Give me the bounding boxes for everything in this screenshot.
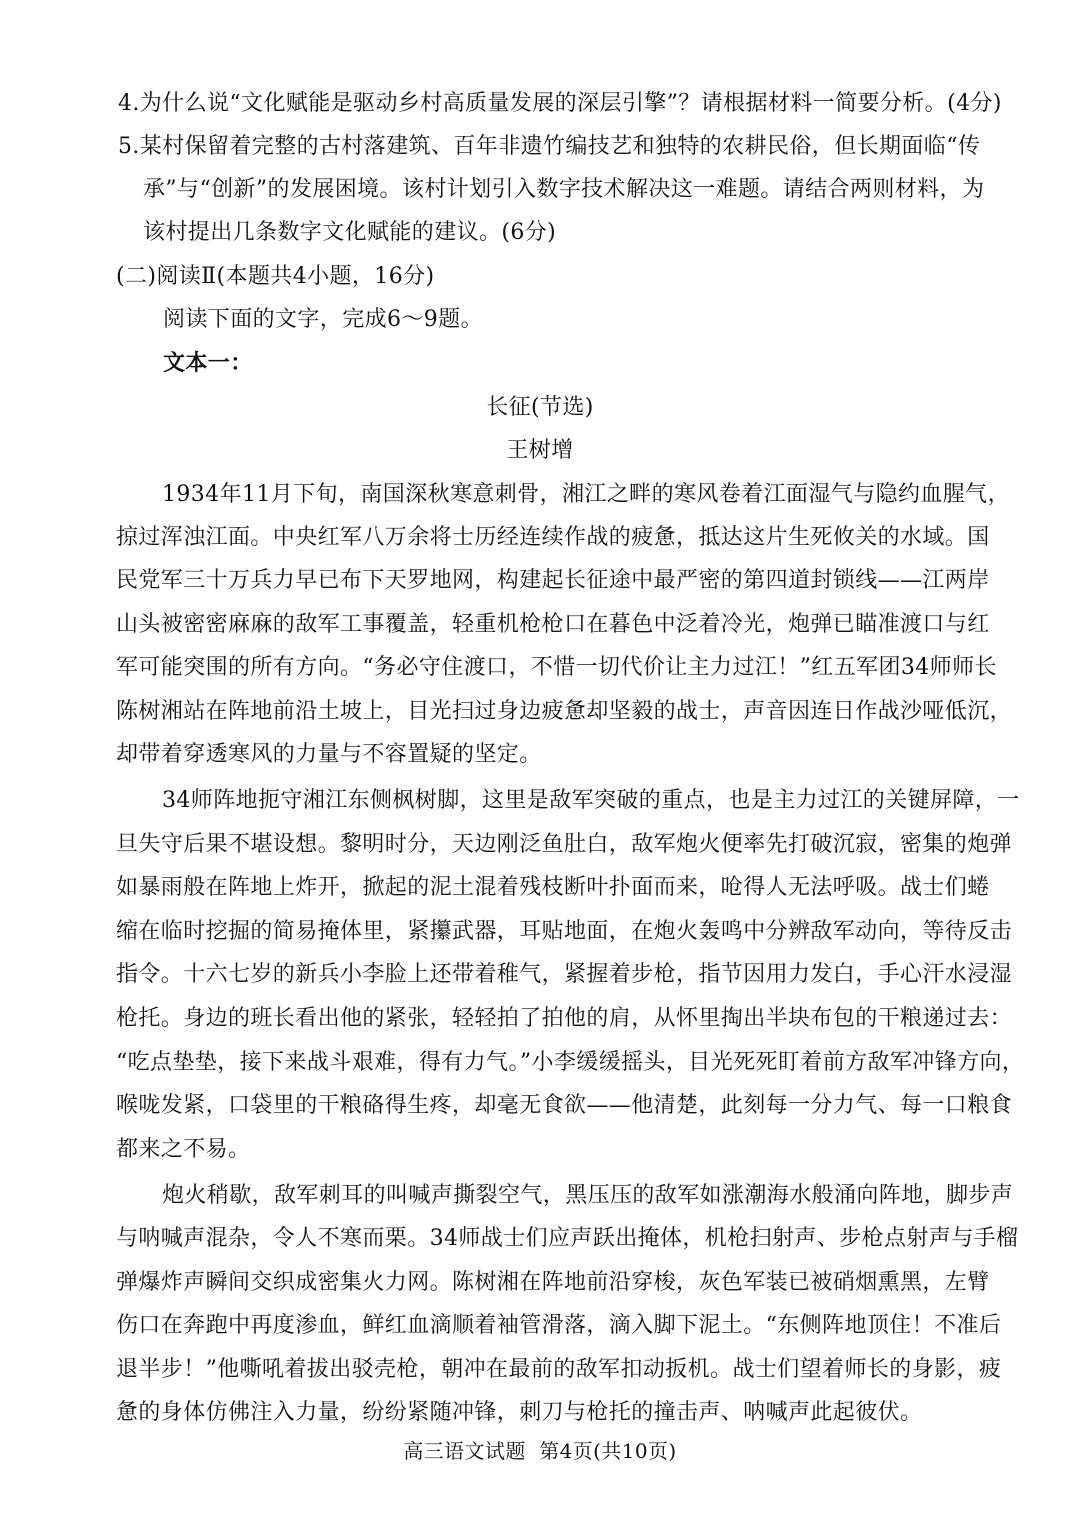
paragraph-2-line-6: 枪托。身边的班长看出他的紧张，轻轻拍了拍他的肩，从怀里掏出半块布包的干粮递过去： bbox=[116, 1006, 1013, 1031]
section-heading: (二)阅读Ⅱ(本题共4小题，16分) bbox=[116, 264, 435, 289]
paragraph-2-line-2: 旦失守后果不堪设想。黎明时分，天边刚泛鱼肚白，敌军炮火便率先打破沉寂，密集的炮弹 bbox=[116, 832, 1013, 857]
paragraph-3-line-5: 退半步！”他嘶吼着拔出驳壳枪，朝冲在最前的敌军扣动扳机。战士们望着师长的身影，疲 bbox=[116, 1357, 1002, 1382]
paragraph-1-line-5: 军可能突围的所有方向。“务必守住渡口，不惜一切代价让主力过江！”红五军团34师师长 bbox=[116, 655, 997, 680]
question-5-line-2: 承”与“创新”的发展困境。该村计划引入数字技术解决这一难题。请结合两则材料，为 bbox=[143, 177, 985, 202]
paragraph-1-line-6: 陈树湘站在阵地前沿土坡上，目光扫过身边疲惫却坚毅的战士，声音因连日作战沙哑低沉， bbox=[116, 699, 1013, 724]
paragraph-2-line-8: 喉咙发紧，口袋里的干粮硌得生疼，却毫无食欲——他清楚，此刻每一分力气、每一口粮食 bbox=[116, 1093, 1013, 1118]
section-instruction: 阅读下面的文字，完成6～9题。 bbox=[163, 307, 483, 332]
paragraph-2-line-3: 如暴雨般在阵地上炸开，掀起的泥土混着残枝断叶扑面而来，呛得人无法呼吸。战士们蜷 bbox=[116, 875, 990, 900]
paragraph-2-line-7: “吃点垫垫，接下来战斗艰难，得有力气。”小李缓缓摇头，目光死死盯着前方敌军冲锋方向， bbox=[116, 1050, 1025, 1075]
text-label: 文本一： bbox=[163, 350, 253, 376]
paragraph-3-line-2: 与呐喊声混杂，令人不寒而栗。34师战士们应声跃出掩体，机枪扫射声、步枪点射声与手榴 bbox=[116, 1226, 1019, 1251]
paragraph-3-line-4: 伤口在奔跑中再度渗血，鲜红血滴顺着袖管滑落，滴入脚下泥土。“东侧阵地顶住！不准后 bbox=[116, 1313, 1002, 1338]
paragraph-1-line-4: 山头被密密麻麻的敌军工事覆盖，轻重机枪枪口在暮色中泛着冷光，炮弹已瞄准渡口与红 bbox=[116, 612, 990, 637]
paragraph-3-line-1: 炮火稍歇，敌军刺耳的叫喊声撕裂空气，黑压压的敌军如涨潮海水般涌向阵地，脚步声 bbox=[162, 1183, 1014, 1208]
paragraph-3-line-6: 惫的身体仿佛注入力量，纷纷紧随冲锋，刺刀与枪托的撞击声、呐喊声此起彼伏。 bbox=[116, 1400, 923, 1425]
paragraph-2-line-9: 都来之不易。 bbox=[116, 1137, 251, 1162]
question-5-line-3: 该村提出几条数字文化赋能的建议。(6分) bbox=[143, 220, 557, 245]
paragraph-1-line-7: 却带着穿透寒风的力量与不容置疑的坚定。 bbox=[116, 742, 542, 767]
page-footer: 高三语文试题 第4页(共10页) bbox=[403, 1439, 677, 1463]
paragraph-2-line-5: 指令。十六七岁的新兵小李脸上还带着稚气，紧握着步枪，指节因用力发白，手心汗水浸湿 bbox=[116, 962, 1013, 987]
article-author: 王树增 bbox=[506, 438, 574, 463]
paragraph-2-line-4: 缩在临时挖掘的简易掩体里，紧攥武器，耳贴地面，在炮火轰鸣中分辨敌军动向，等待反击 bbox=[116, 919, 1013, 944]
paragraph-1-line-1: 1934年11月下旬，南国深秋寒意刺骨，湘江之畔的寒风卷着江面湿气与隐约血腥气， bbox=[162, 482, 1010, 507]
paragraph-1-line-3: 民党军三十万兵力早已布下天罗地网，构建起长征途中最严密的第四道封锁线——江两岸 bbox=[116, 568, 990, 593]
question-5-line-1: 5.某村保留着完整的古村落建筑、百年非遗竹编技艺和独特的农耕民俗，但长期面临“传 bbox=[118, 134, 981, 159]
paragraph-1-line-2: 掠过浑浊江面。中央红军八万余将士历经连续作战的疲惫，抵达这片生死攸关的水域。国 bbox=[116, 525, 990, 550]
article-title: 长征(节选) bbox=[486, 395, 594, 420]
paragraph-2-line-1: 34师阵地扼守湘江东侧枫树脚，这里是敌军突破的重点，也是主力过江的关键屏障，一 bbox=[162, 788, 1020, 813]
question-4: 4.为什么说“文化赋能是驱动乡村高质量发展的深层引擎”？请根据材料一简要分析。(4分) bbox=[118, 91, 1002, 116]
paragraph-3-line-3: 弹爆炸声瞬间交织成密集火力网。陈树湘在阵地前沿穿梭，灰色军装已被硝烟熏黑，左臂 bbox=[116, 1270, 990, 1295]
